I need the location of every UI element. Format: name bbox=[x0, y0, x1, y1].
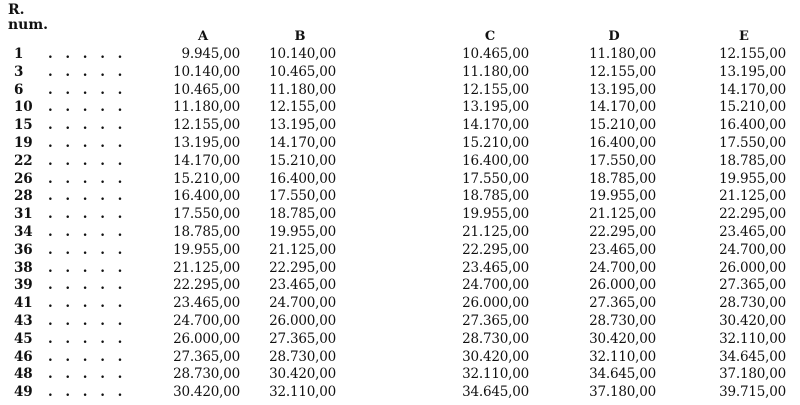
cell-a: 27.365,00 bbox=[173, 348, 240, 365]
leader-dots: . . . . . bbox=[48, 46, 127, 62]
cell-a: 17.550,00 bbox=[173, 206, 240, 223]
cell-a: 14.170,00 bbox=[173, 152, 240, 169]
cell-c: 26.000,00 bbox=[462, 295, 529, 312]
table-row bbox=[0, 206, 800, 223]
table-row bbox=[0, 135, 800, 152]
cell-b: 13.195,00 bbox=[269, 117, 336, 134]
cell-d: 24.700,00 bbox=[589, 259, 656, 276]
table-row bbox=[0, 64, 800, 81]
table-row bbox=[0, 99, 800, 116]
row-number: 46 bbox=[14, 348, 33, 365]
cell-b: 28.730,00 bbox=[269, 348, 336, 365]
table-row bbox=[0, 153, 800, 170]
cell-e: 12.155,00 bbox=[719, 46, 786, 62]
cell-b: 24.700,00 bbox=[269, 295, 336, 312]
cell-c: 28.730,00 bbox=[462, 330, 529, 347]
cell-b: 19.955,00 bbox=[269, 224, 336, 240]
cell-e: 21.125,00 bbox=[719, 188, 786, 205]
cell-d: 27.365,00 bbox=[589, 295, 656, 312]
cell-b: 27.365,00 bbox=[269, 330, 336, 347]
table-row bbox=[0, 224, 800, 241]
row-number: 36 bbox=[14, 241, 33, 258]
cell-c: 13.195,00 bbox=[462, 99, 529, 116]
cell-c: 18.785,00 bbox=[462, 188, 529, 205]
cell-e: 14.170,00 bbox=[719, 81, 786, 98]
cell-a: 13.195,00 bbox=[173, 135, 240, 151]
column-header-a: A bbox=[197, 29, 209, 44]
cell-a: 19.955,00 bbox=[173, 241, 240, 258]
cell-b: 21.125,00 bbox=[269, 241, 336, 258]
row-number: 49 bbox=[14, 384, 33, 401]
row-number: 3 bbox=[14, 63, 24, 80]
cell-a: 18.785,00 bbox=[173, 224, 240, 240]
table-row bbox=[0, 384, 800, 401]
table-row bbox=[0, 171, 800, 188]
cell-b: 10.140,00 bbox=[269, 46, 336, 62]
cell-b: 30.420,00 bbox=[269, 366, 336, 383]
cell-c: 10.465,00 bbox=[462, 46, 529, 62]
cell-a: 28.730,00 bbox=[173, 366, 240, 383]
cell-e: 30.420,00 bbox=[719, 313, 786, 329]
column-header-d: D bbox=[608, 29, 620, 44]
row-number: 45 bbox=[14, 330, 33, 347]
cell-b: 14.170,00 bbox=[269, 135, 336, 151]
cell-d: 26.000,00 bbox=[589, 277, 656, 294]
cell-c: 27.365,00 bbox=[462, 313, 529, 329]
cell-c: 17.550,00 bbox=[462, 170, 529, 187]
cell-b: 32.110,00 bbox=[269, 384, 336, 401]
cell-d: 34.645,00 bbox=[589, 366, 656, 383]
cell-a: 11.180,00 bbox=[173, 99, 240, 116]
header-r-label: R. bbox=[8, 2, 25, 18]
cell-d: 15.210,00 bbox=[589, 117, 656, 134]
table-row bbox=[0, 295, 800, 312]
row-number: 26 bbox=[14, 170, 33, 187]
row-number: 39 bbox=[14, 277, 33, 294]
cell-c: 32.110,00 bbox=[462, 366, 529, 383]
cell-a: 24.700,00 bbox=[173, 313, 240, 329]
leader-dots: . . . . . bbox=[48, 224, 127, 240]
leader-dots: . . . . . bbox=[48, 63, 127, 80]
leader-dots: . . . . . bbox=[48, 313, 127, 329]
cell-a: 15.210,00 bbox=[173, 170, 240, 187]
leader-dots: . . . . . bbox=[48, 99, 127, 116]
leader-dots: . . . . . bbox=[48, 81, 127, 98]
row-number: 10 bbox=[14, 99, 33, 116]
cell-d: 18.785,00 bbox=[589, 170, 656, 187]
cell-d: 11.180,00 bbox=[589, 46, 656, 62]
cell-e: 27.365,00 bbox=[719, 277, 786, 294]
cell-e: 24.700,00 bbox=[719, 241, 786, 258]
cell-e: 23.465,00 bbox=[719, 224, 786, 240]
row-number: 31 bbox=[14, 206, 33, 223]
cell-d: 30.420,00 bbox=[589, 330, 656, 347]
cell-c: 14.170,00 bbox=[462, 117, 529, 134]
row-number: 28 bbox=[14, 188, 33, 205]
cell-c: 19.955,00 bbox=[462, 206, 529, 223]
header-num-label: num. bbox=[8, 17, 49, 33]
row-number: 6 bbox=[14, 81, 24, 98]
table-row bbox=[0, 331, 800, 348]
cell-b: 17.550,00 bbox=[269, 188, 336, 205]
cell-e: 13.195,00 bbox=[719, 63, 786, 80]
cell-a: 30.420,00 bbox=[173, 384, 240, 401]
cell-e: 32.110,00 bbox=[719, 330, 786, 347]
table-row bbox=[0, 260, 800, 277]
leader-dots: . . . . . bbox=[48, 348, 127, 365]
cell-d: 21.125,00 bbox=[589, 206, 656, 223]
cell-c: 22.295,00 bbox=[462, 241, 529, 258]
cell-e: 18.785,00 bbox=[719, 152, 786, 169]
cell-d: 14.170,00 bbox=[589, 99, 656, 116]
cell-a: 26.000,00 bbox=[173, 330, 240, 347]
leader-dots: . . . . . bbox=[48, 152, 127, 169]
cell-b: 11.180,00 bbox=[269, 81, 336, 98]
cell-e: 28.730,00 bbox=[719, 295, 786, 312]
cell-c: 11.180,00 bbox=[462, 63, 529, 80]
cell-c: 34.645,00 bbox=[462, 384, 529, 401]
leader-dots: . . . . . bbox=[48, 295, 127, 312]
cell-c: 15.210,00 bbox=[462, 135, 529, 151]
cell-e: 19.955,00 bbox=[719, 170, 786, 187]
row-number: 22 bbox=[14, 152, 33, 169]
column-header-e: E bbox=[739, 29, 749, 44]
leader-dots: . . . . . bbox=[48, 384, 127, 401]
cell-e: 16.400,00 bbox=[719, 117, 786, 134]
leader-dots: . . . . . bbox=[48, 277, 127, 294]
row-number: 1 bbox=[14, 46, 24, 62]
leader-dots: . . . . . bbox=[48, 170, 127, 187]
cell-e: 37.180,00 bbox=[719, 366, 786, 383]
leader-dots: . . . . . bbox=[48, 135, 127, 151]
cell-d: 23.465,00 bbox=[589, 241, 656, 258]
row-number: 38 bbox=[14, 259, 33, 276]
table-row bbox=[0, 242, 800, 259]
table-row bbox=[0, 117, 800, 134]
leader-dots: . . . . . bbox=[48, 330, 127, 347]
cell-c: 24.700,00 bbox=[462, 277, 529, 294]
cell-d: 16.400,00 bbox=[589, 135, 656, 151]
cell-d: 37.180,00 bbox=[589, 384, 656, 401]
table-row bbox=[0, 349, 800, 366]
row-number: 34 bbox=[14, 224, 33, 240]
table-row bbox=[0, 366, 800, 383]
column-header-b: B bbox=[294, 29, 306, 44]
cell-a: 21.125,00 bbox=[173, 259, 240, 276]
cell-a: 16.400,00 bbox=[173, 188, 240, 205]
row-number: 43 bbox=[14, 313, 33, 329]
cell-b: 23.465,00 bbox=[269, 277, 336, 294]
cell-d: 12.155,00 bbox=[589, 63, 656, 80]
leader-dots: . . . . . bbox=[48, 241, 127, 258]
cell-a: 10.140,00 bbox=[173, 63, 240, 80]
row-number: 48 bbox=[14, 366, 33, 383]
cell-b: 16.400,00 bbox=[269, 170, 336, 187]
cell-b: 22.295,00 bbox=[269, 259, 336, 276]
leader-dots: . . . . . bbox=[48, 366, 127, 383]
cell-b: 10.465,00 bbox=[269, 63, 336, 80]
cell-e: 39.715,00 bbox=[719, 384, 786, 401]
cell-b: 15.210,00 bbox=[269, 152, 336, 169]
cell-c: 16.400,00 bbox=[462, 152, 529, 169]
cell-c: 12.155,00 bbox=[462, 81, 529, 98]
cell-a: 10.465,00 bbox=[173, 81, 240, 98]
leader-dots: . . . . . bbox=[48, 188, 127, 205]
cell-d: 13.195,00 bbox=[589, 81, 656, 98]
cell-e: 15.210,00 bbox=[719, 99, 786, 116]
cell-e: 22.295,00 bbox=[719, 206, 786, 223]
cell-c: 21.125,00 bbox=[462, 224, 529, 240]
column-header-c: C bbox=[484, 29, 496, 44]
cell-a: 9.945,00 bbox=[181, 46, 240, 62]
table-row bbox=[0, 82, 800, 99]
leader-dots: . . . . . bbox=[48, 206, 127, 223]
cell-e: 26.000,00 bbox=[719, 259, 786, 276]
cell-b: 26.000,00 bbox=[269, 313, 336, 329]
row-number: 41 bbox=[14, 295, 33, 312]
cell-a: 23.465,00 bbox=[173, 295, 240, 312]
table-row bbox=[0, 188, 800, 205]
table-row bbox=[0, 313, 800, 330]
table-row bbox=[0, 277, 800, 294]
cell-e: 34.645,00 bbox=[719, 348, 786, 365]
cell-b: 12.155,00 bbox=[269, 99, 336, 116]
cell-d: 32.110,00 bbox=[589, 348, 656, 365]
cell-a: 22.295,00 bbox=[173, 277, 240, 294]
cell-b: 18.785,00 bbox=[269, 206, 336, 223]
row-number: 15 bbox=[14, 117, 33, 134]
cell-d: 22.295,00 bbox=[589, 224, 656, 240]
leader-dots: . . . . . bbox=[48, 117, 127, 134]
row-number: 19 bbox=[14, 135, 33, 151]
leader-dots: . . . . . bbox=[48, 259, 127, 276]
cell-e: 17.550,00 bbox=[719, 135, 786, 151]
cell-a: 12.155,00 bbox=[173, 117, 240, 134]
cell-d: 19.955,00 bbox=[589, 188, 656, 205]
table-row bbox=[0, 46, 800, 63]
cell-d: 17.550,00 bbox=[589, 152, 656, 169]
cell-c: 23.465,00 bbox=[462, 259, 529, 276]
cell-d: 28.730,00 bbox=[589, 313, 656, 329]
cell-c: 30.420,00 bbox=[462, 348, 529, 365]
